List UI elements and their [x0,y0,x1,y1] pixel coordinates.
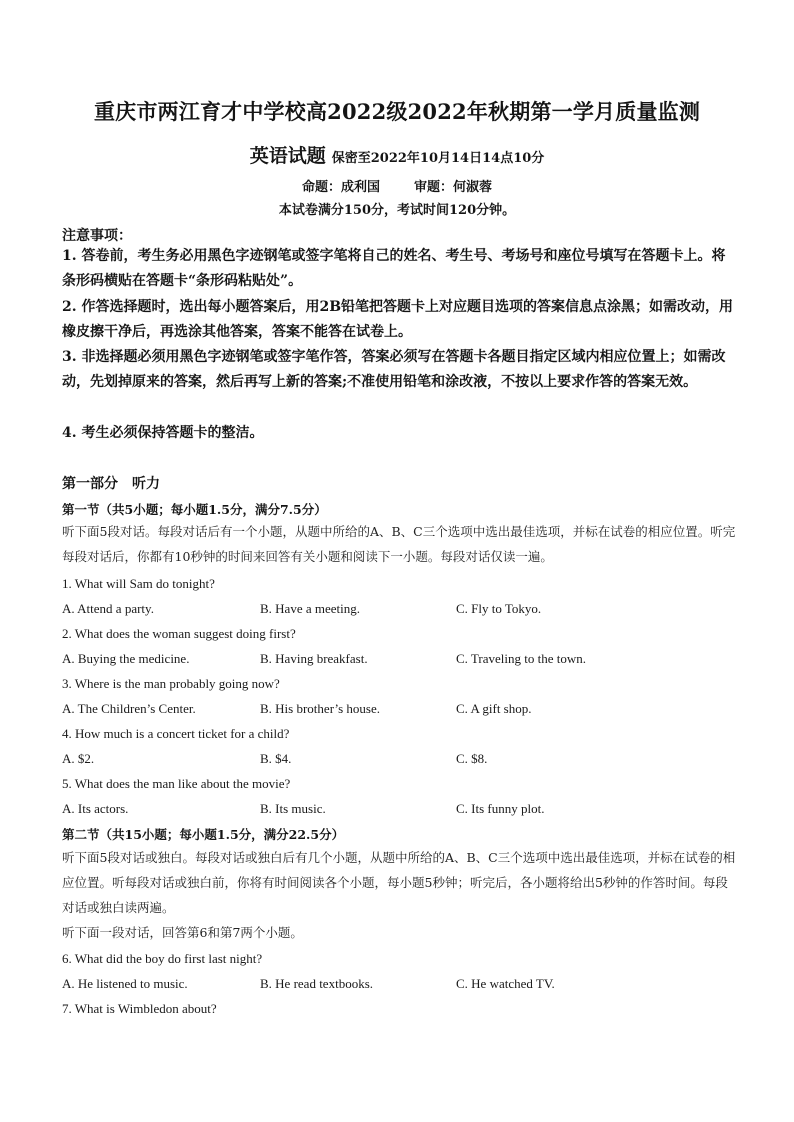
option-c: C. Its funny plot. [456,801,545,816]
author: 命题：成利国 [301,180,380,195]
question: 4. How much is a concert ticket for a child? [62,726,290,741]
option-a: A. Its actors. [62,801,129,816]
option-b: B. His brother’s house. [260,701,381,716]
question: 1. What will Sam do tonight? [62,576,215,591]
subject-title: 英语试题 [249,145,326,167]
option-a: A. Buying the medicine. [62,651,190,666]
question: 7. What is Wimbledon about? [62,1001,217,1016]
question: 2. What does the woman suggest doing first? [62,626,296,641]
option-c: C. He watched TV. [456,976,555,991]
section-instructions: 听下面5段对话或独白。每段对话或独白后有几个小题，从题中所给的A、B、C三个选项中选出最佳选项，并标在试卷的相应位置。听每段对话或独白前，你将有时间阅读各个小题，每小题5秒钟；听完后，各小题将给出5秒钟的作答时间。每段对话或独白读两遍。 [62,850,736,915]
question: 5. What does the man like about the movie? [62,776,291,791]
option-c: C. $8. [456,751,488,766]
option-a: A. Attend a party. [62,601,154,616]
authors-line [0,176,794,195]
option-b: B. Its music. [260,801,326,816]
note-item: 1. 答卷前，考生务必用黑色字迹钢笔或签字笔将自己的姓名、考生号、考场号和座位号填写在答题卡上。将条形码横贴在答题卡“条形码粘贴处”。 [62,248,726,289]
score-time: 本试卷满分150分，考试时间120分钟。 [278,203,516,218]
option-c: C. Traveling to the town. [456,651,587,666]
note-item: 3. 非选择题必须用黑色字迹钢笔或签字笔作答，答案必须写在答题卡各题目指定区域内相应位置上；如需改动，先划掉原来的答案，然后再写上新的答案;不准使用铅笔和涂改液，不按以上要求作答的答案无效。 [62,349,726,390]
reviewer: 审题：何淑蓉 [414,180,493,195]
notes-heading: 注意事项： [62,228,132,244]
confidential-note: 保密至2022年10月14日14点10分 [331,151,545,166]
exam-title: 重庆市两江育才中学校高2022级2022年秋期第一学月质量监测 [93,99,701,124]
note-item: 2. 作答选择题时，选出每小题答案后，用2B铅笔把答题卡上对应题目选项的答案信息点涂黑；如需改动，用橡皮擦干净后，再选涂其他答案，答案不能答在试卷上。 [62,299,734,340]
option-b: B. He read textbooks. [260,976,374,991]
sub-instruction: 听下面一段对话，回答第6和第7两个小题。 [62,925,303,940]
section-heading: 第一节（共5小题；每小题1.5分，满分7.5分） [62,502,327,517]
option-b: B. Having breakfast. [260,651,368,666]
note-item: 4. 考生必须保持答题卡的整洁。 [62,425,264,441]
option-c: C. Fly to Tokyo. [456,601,542,616]
question: 3. Where is the man probably going now? [62,676,280,691]
question: 6. What did the boy do first last night? [62,951,263,966]
option-a: A. $2. [62,751,95,766]
option-c: C. A gift shop. [456,701,532,716]
subject-line [0,141,794,168]
option-a: A. He listened to music. [62,976,188,991]
option-a: A. The Children’s Center. [62,701,196,716]
option-b: B. Have a meeting. [260,601,360,616]
section-instructions: 听下面5段对话。每段对话后有一个小题，从题中所给的A、B、C三个选项中选出最佳选项，并标在试卷的相应位置。听完每段对话后，你都有10秒钟的时间来回答有关小题和阅读下一小题。每段对话仅读一遍。 [62,524,736,564]
option-b: B. $4. [260,751,292,766]
part-heading: 第一部分 听力 [62,476,160,492]
section-heading: 第二节（共15小题；每小题1.5分，满分22.5分） [62,827,345,842]
